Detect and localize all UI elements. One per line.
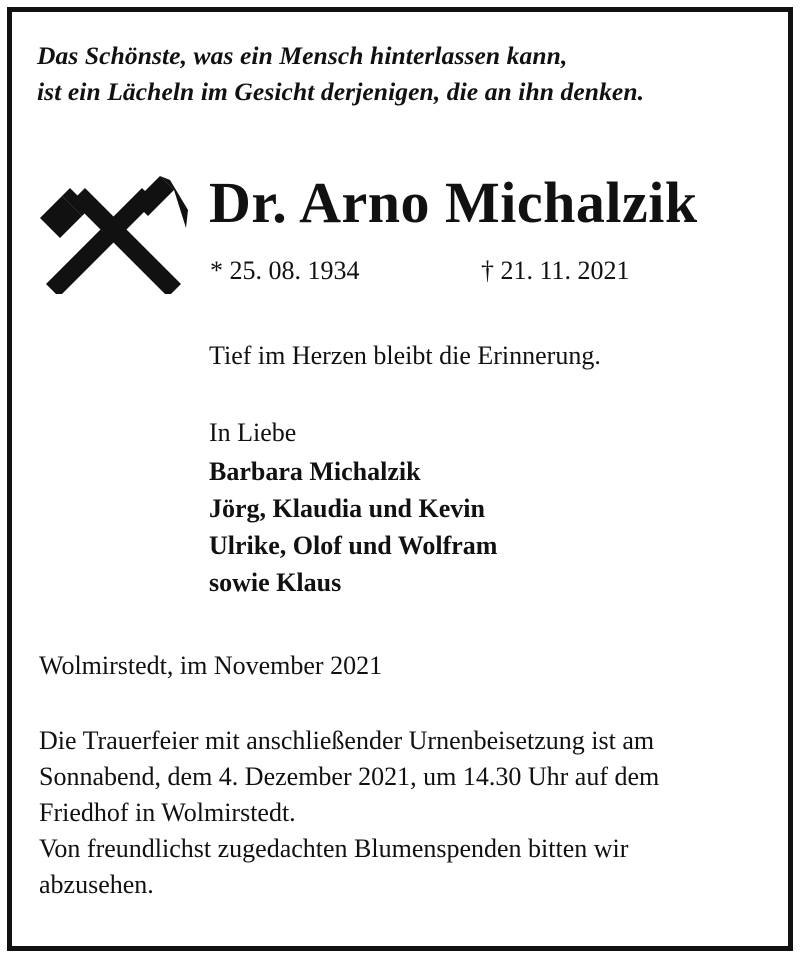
family-list	[209, 453, 497, 601]
flowers-line-2: abzusehen.	[39, 870, 154, 899]
family-member: Ulrike, Olof und Wolfram	[209, 531, 498, 560]
death-date: † 21. 11. 2021	[481, 256, 630, 285]
funeral-paragraph	[39, 723, 774, 831]
memorial-quote	[37, 38, 777, 110]
deceased-name: Dr. Arno Michalzik	[209, 170, 698, 235]
family-member: sowie Klaus	[209, 568, 342, 597]
funeral-line-1: Die Trauerfeier mit anschließender Urnenbeisetzung ist am	[39, 726, 655, 755]
place-and-date: Wolmirstedt, im November 2021	[39, 651, 383, 680]
family-member: Barbara Michalzik	[209, 457, 421, 486]
family-member: Jörg, Klaudia und Kevin	[209, 494, 485, 523]
funeral-line-2: Sonnabend, dem 4. Dezember 2021, um 14.30 Uhr auf dem	[39, 762, 660, 791]
quote-line-1: Das Schönste, was ein Mensch hinterlassen kann,	[37, 41, 568, 70]
obituary-notice	[7, 7, 793, 951]
birth-date: * 25. 08. 1934	[210, 256, 360, 285]
hammer-and-pick-icon	[38, 168, 188, 294]
in-love-line: In Liebe	[209, 418, 297, 447]
flowers-line-1: Von freundlichst zugedachten Blumenspenden bitten wir	[39, 834, 629, 863]
flowers-paragraph	[39, 831, 774, 903]
memory-line: Tief im Herzen bleibt die Erinnerung.	[209, 341, 601, 370]
quote-line-2: ist ein Lächeln im Gesicht derjenigen, die an ihn denken.	[37, 77, 645, 106]
funeral-line-3: Friedhof in Wolmirstedt.	[39, 798, 296, 827]
